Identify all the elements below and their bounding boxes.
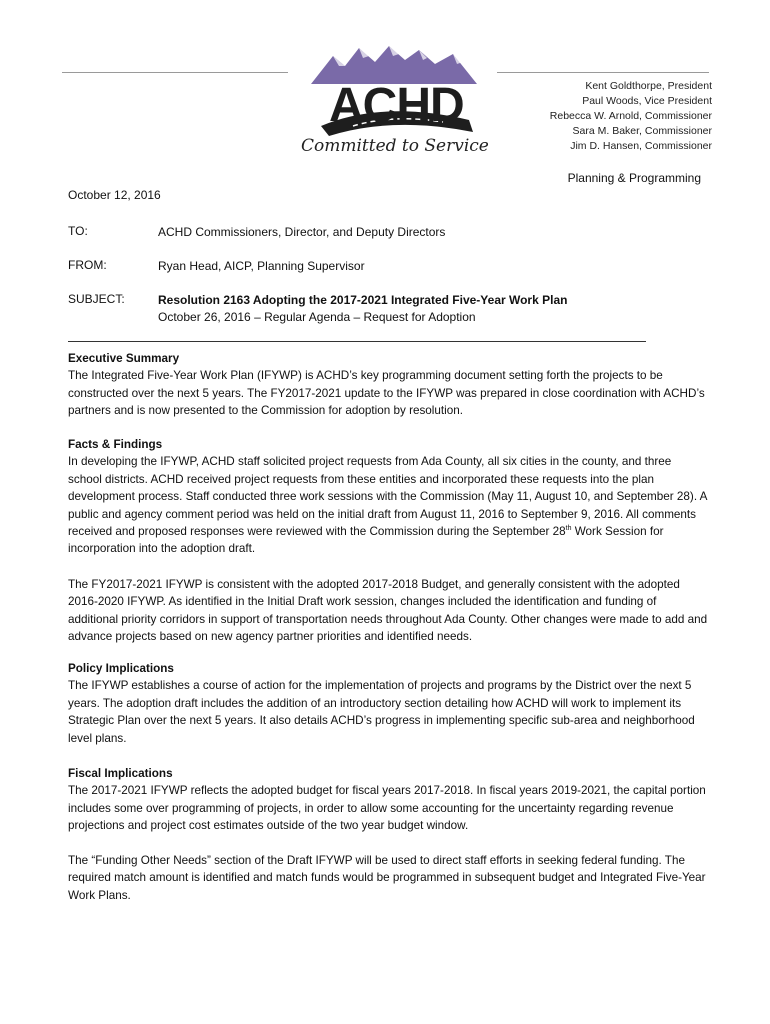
section-heading: Policy Implications xyxy=(68,662,174,675)
section-body: The “Funding Other Needs” section of the Draft IFYWP will be used to direct staff efforts in seeking federal funding. The required match amount is identified and match funds would be programmed in subsequent budget and Integrated Five-Year Work Plans. xyxy=(68,854,706,902)
ordinal-suffix: th xyxy=(565,525,572,533)
from-label: FROM: xyxy=(68,258,107,272)
fiscal-implications-continued xyxy=(68,852,708,904)
commissioner-name: Rebecca W. Arnold, Commissioner xyxy=(549,110,712,122)
commissioner-name: Jim D. Hansen, Commissioner xyxy=(570,140,712,152)
section-heading: Executive Summary xyxy=(68,352,180,365)
fiscal-implications-section xyxy=(68,765,708,835)
to-value: ACHD Commissioners, Director, and Deputy Directors xyxy=(158,225,446,239)
logo-tagline: Committed to Service xyxy=(301,136,489,156)
section-body: The 2017-2021 IFYWP reflects the adopted budget for fiscal years 2017-2018. In fiscal years 2019-2021, the capital portion includes some over programming of projects, in order to allow some accounting for the uncertainty regarding revenue projections and project cost estimates outside of the two year budget window. xyxy=(68,784,706,833)
policy-implications-section xyxy=(68,660,708,747)
commissioner-name: Sara M. Baker, Commissioner xyxy=(572,125,712,137)
section-body: The IFYWP establishes a course of action for the implementation of projects and programs by the District over the next 5 years. The adoption draft includes the addition of an introductory section detailing how ACHD will work to implement its Strategic Plan over the next 5 years. It also details ACHD’s progress in implementing specific sub-area and neighborhood level plans. xyxy=(68,679,695,745)
section-heading: Fiscal Implications xyxy=(68,767,173,780)
subject-title: Resolution 2163 Adopting the 2017-2021 Integrated Five-Year Work Plan xyxy=(158,293,568,307)
body-text: Work Session for incorporation into the adoption draft. xyxy=(68,525,664,556)
from-value: Ryan Head, AICP, Planning Supervisor xyxy=(158,259,365,273)
section-body: The FY2017-2021 IFYWP is consistent with the adopted 2017-2018 Budget, and generally consistent with the adopted 2016-2020 IFYWP. As identified in the Initial Draft work session, changes included the identification and funding of additional priority corridors in support of transportation needs throughout Ada County. Other changes were made to add and advance projects based on new agency partner priorities and identified needs. xyxy=(68,578,708,644)
section-body: The Integrated Five-Year Work Plan (IFYWP) is ACHD’s key programming document setting forth the projects to be constructed over the next 5 years. The FY2017-2021 update to the IFYWP was prepared in close coordination with ACHD’s partners and is now presented to the Commission for adoption by resolution. xyxy=(68,369,705,418)
divider xyxy=(68,341,646,342)
executive-summary-section xyxy=(68,350,708,420)
header-rule-right xyxy=(497,72,709,73)
subject-value xyxy=(158,292,567,326)
header-rule-left xyxy=(62,72,288,73)
section-heading: Facts & Findings xyxy=(68,438,163,451)
subject-agenda: October 26, 2016 – Regular Agenda – Request for Adoption xyxy=(158,310,476,324)
body-text: In developing the IFYWP, ACHD staff solicited project requests from Ada County, all six cities in the county, and three school districts. ACHD received project requests from these entities and incorporated these requests into the plan development process. Staff conducted three work sessions with the Commission (May 11, August 10, and September 28). A public and agency comment period was held on the initial draft from August 11, 2016 to September 9, 2016. All comments received and proposed responses were reviewed with the Commission during the September 28 xyxy=(68,455,707,539)
commissioner-list xyxy=(550,79,712,154)
section-body xyxy=(68,453,708,557)
commissioner-name: Paul Woods, Vice President xyxy=(582,95,712,107)
memo-date: October 12, 2016 xyxy=(68,188,161,202)
commissioner-name: Kent Goldthorpe, President xyxy=(585,80,712,92)
facts-findings-section xyxy=(68,436,708,558)
to-label: TO: xyxy=(68,224,88,238)
facts-findings-continued xyxy=(68,576,708,646)
achd-logo xyxy=(293,40,493,160)
logo-wordmark: ACHD xyxy=(329,79,464,132)
subject-label: SUBJECT: xyxy=(68,292,125,306)
department-label: Planning & Programming xyxy=(567,171,701,185)
